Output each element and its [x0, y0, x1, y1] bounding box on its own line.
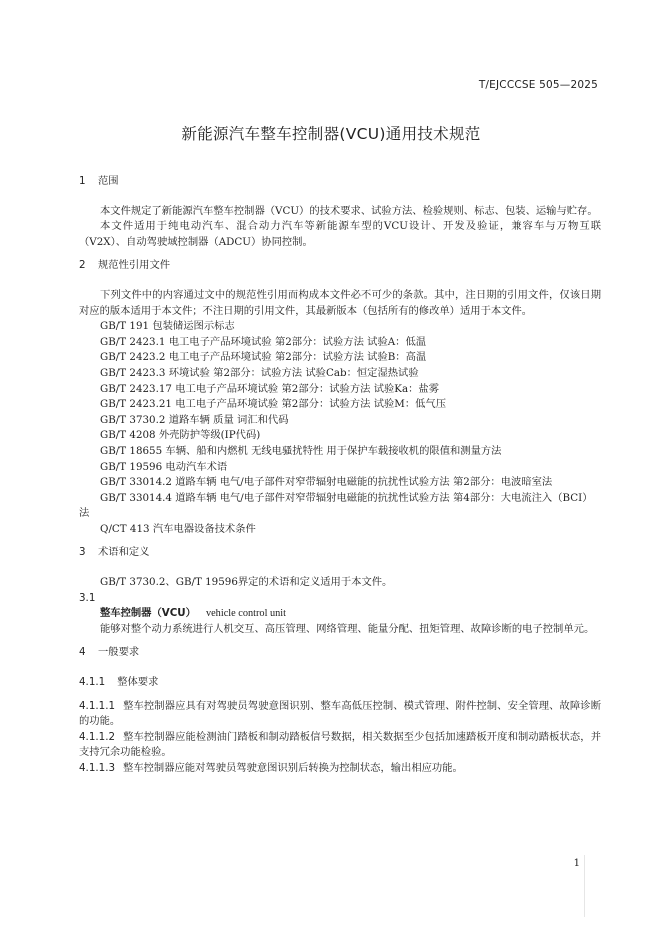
clause-4-1-1-2: 4.1.1.2 整车控制器应能检测油门踏板和制动踏板信号数据，相关数据至少包括加速踏板开度和制动踏板状态，并支持冗余功能检验。 — [79, 730, 601, 759]
reference-item: GB/T 4208 外壳防护等级(IP代码) — [100, 429, 261, 442]
reference-item: GB/T 33014.4 道路车辆 电气/电子部件对窄带辐射电磁能的抗扰性试验方法 第4部分：大电流注入（BCI）法 — [79, 491, 593, 520]
section-1-heading: 1 范围 — [79, 175, 119, 187]
reference-item: GB/T 2423.3 环境试验 第2部分：试验方法 试验Cab：恒定湿热试验 — [100, 366, 419, 379]
term-name — [79, 606, 601, 622]
reference-item: GB/T 2423.21 电工电子产品环境试验 第2部分：试验方法 试验M：低气压 — [100, 398, 447, 411]
section-2-heading: 2 规范性引用文件 — [79, 259, 171, 272]
section-2-intro: 下列文件中的内容通过文中的规范性引用而构成本文件必不可少的条款。其中，注日期的引用文件，仅该日期对应的版本适用于本文件；不注日期的引用文件，其最新版本（包括所有的修改单）适用于本文件。 — [79, 288, 601, 317]
reference-item: GB/T 3730.2 道路车辆 质量 词汇和代码 — [100, 413, 289, 426]
reference-item: GB/T 2423.2 电工电子产品环境试验 第2部分：试验方法 试验B：高温 — [100, 351, 427, 364]
clause-4-1-1-1: 4.1.1.1 整车控制器应具有对驾驶员驾驶意图识别、整车高低压控制、模式管理、附件控制、安全管理、故障诊断的功能。 — [79, 699, 601, 728]
section-3-intro: GB/T 3730.2、GB/T 19596界定的术语和定义适用于本文件。 — [100, 576, 393, 589]
term-name-en: vehicle control unit — [205, 608, 287, 620]
reference-item: GB/T 18655 车辆、船和内燃机 无线电骚扰特性 用于保护车载接收机的限值和测量方法 — [100, 444, 502, 457]
reference-item: GB/T 2423.1 电工电子产品环境试验 第2部分：试验方法 试验A：低温 — [100, 335, 427, 348]
section-3-heading: 3 术语和定义 — [79, 546, 150, 559]
term-definition: 能够对整个动力系统进行人机交互、高压管理、网络管理、能量分配、扭矩管理、故障诊断的电子控制单元。 — [100, 622, 595, 635]
document-title: 新能源汽车整车控制器(VCU)通用技术规范 — [181, 125, 481, 143]
document-code: T/EJCCCSE 505—2025 — [478, 79, 598, 91]
term-number: 3.1 — [79, 591, 96, 604]
reference-item: GB/T 33014.2 道路车辆 电气/电子部件对窄带辐射电磁能的抗扰性试验方法 第2部分：电波暗室法 — [100, 476, 553, 489]
section-1-para-1: 本文件规定了新能源汽车整车控制器（VCU）的技术要求、试验方法、检验规则、标志、包装、运输与贮存。 — [100, 204, 598, 217]
reference-item: GB/T 2423.17 电工电子产品环境试验 第2部分：试验方法 试验Ka：盐雾 — [100, 382, 440, 395]
term-name-zh: 整车控制器（VCU） — [100, 607, 196, 620]
clause-4-1-1-3: 4.1.1.3 整车控制器应能对驾驶员驾驶意图识别后转换为控制状态，输出相应功能。 — [79, 762, 463, 774]
section-1-para-2: 本文件适用于纯电动汽车、混合动力汽车等新能源车型的VCU设计、开发及验证，兼容车与万物互联（V2X）、自动驾驶域控制器（ADCU）协同控制。 — [79, 220, 601, 248]
reference-item: GB/T 19596 电动汽车术语 — [100, 460, 228, 473]
section-4-heading: 4 一般要求 — [79, 646, 140, 659]
document-body — [79, 174, 601, 777]
reference-item: Q/CT 413 汽车电器设备技术条件 — [100, 522, 256, 535]
reference-item: GB/T 191 包装储运图示标志 — [100, 320, 235, 333]
page-number: 1 — [573, 858, 580, 869]
reference-list — [79, 319, 601, 537]
subsection-4-1-1-heading: 4.1.1 整体要求 — [79, 676, 159, 689]
page-edge-rule — [584, 855, 585, 917]
